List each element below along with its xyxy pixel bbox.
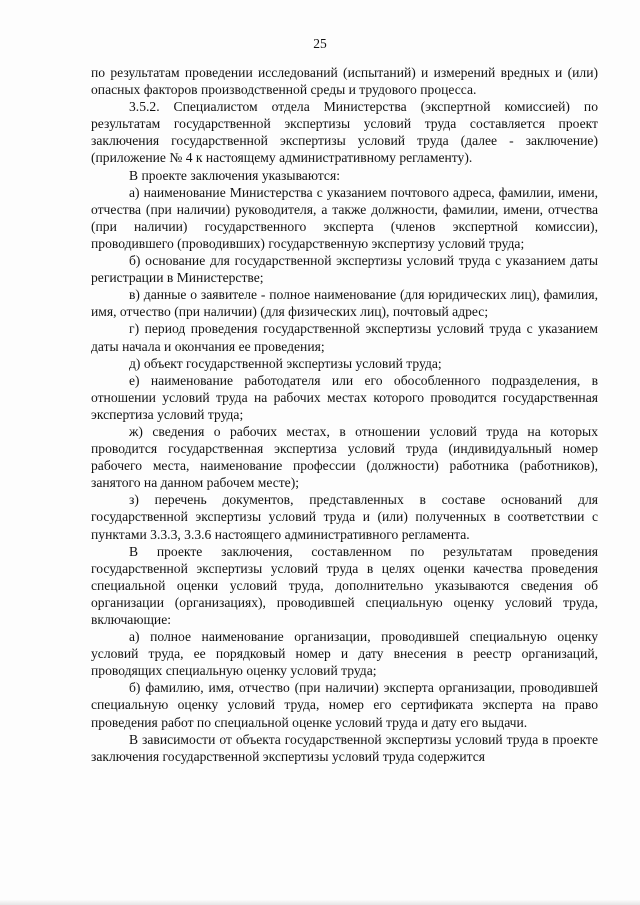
list-item-a: а) наименование Министерства с указанием почтового адреса, фамилии, имени, отчества (при наличии) руководителя, а также должности, фамилии, имени, отчества (при наличии) государственного эксперта (членов экспертной комиссии), проводившего (проводивших) государственную экспертизу условий труда;	[91, 184, 598, 251]
page-number: 25	[313, 36, 327, 51]
sublist-item-a: а) полное наименование организации, проводившей специальную оценку условий труда, ее порядковый номер и дату внесения в реестр организаций, проводящих специальную оценку условий труда;	[91, 629, 598, 679]
list-item-v: в) данные о заявителе - полное наименование (для юридических лиц), фамилия, имя, отчество (при наличии) (для физических лиц), почтовый адрес;	[91, 287, 598, 320]
paragraph-depending-on-object: В зависимости от объекта государственной экспертизы условий труда в проекте заключения государственной экспертизы условий труда содержится	[91, 731, 598, 764]
list-item-zh: ж) сведения о рабочих местах, в отношении условий труда на которых проводится государственная экспертиза условий труда (индивидуальный номер рабочего места, наименование профессии (должности) работника (работников), занятого на данном рабочем месте);	[91, 423, 598, 491]
paragraph-quality-assessment: В проекте заключения, составленном по результатам проведения государственной экспертизы условий труда в целях оценки качества проведения специальной оценки условий труда, дополнительно указываются сведения об организации (организациях), проводившей специальную оценку условий труда, включающие:	[91, 543, 598, 627]
list-item-d: д) объект государственной экспертизы условий труда;	[129, 355, 442, 371]
document-body	[91, 64, 598, 765]
list-item-b: б) основание для государственной экспертизы условий труда с указанием даты регистрации в Министерстве;	[91, 253, 598, 286]
list-item-e: е) наименование работодателя или его обособленного подразделения, в отношении условий труда на рабочих местах которого проводится государственная экспертиза условий труда;	[91, 372, 598, 422]
list-item-g: г) период проведения государственной экспертизы условий труда с указанием даты начала и окончания ее проведения;	[91, 321, 598, 354]
paragraph-list-intro: В проекте заключения указываются:	[129, 167, 340, 183]
sublist-item-b: б) фамилию, имя, отчество (при наличии) эксперта организации, проводившей специальную оценку условий труда, номер его сертификата эксперта на право проведения работ по специальной оценке условий труда и дату его выдачи.	[91, 680, 598, 730]
paragraph-3-5-2: 3.5.2. Специалистом отдела Министерства (экспертной комиссией) по результатам государственной экспертизы условий труда составляется проект заключения государственной экспертизы условий труда (далее - заключение) (приложение № 4 к настоящему административному регламенту).	[91, 99, 598, 166]
list-item-z: з) перечень документов, представленных в составе оснований для государственной экспертизы условий труда и (или) полученных в соответствии с пунктами 3.3.3, 3.3.6 настоящего административного регламента.	[91, 492, 598, 542]
paragraph-continuation: по результатам проведении исследований (испытаний) и измерений вредных и (или) опасных факторов производственной среды и трудового процесса.	[91, 65, 598, 98]
scan-edge	[0, 899, 640, 905]
